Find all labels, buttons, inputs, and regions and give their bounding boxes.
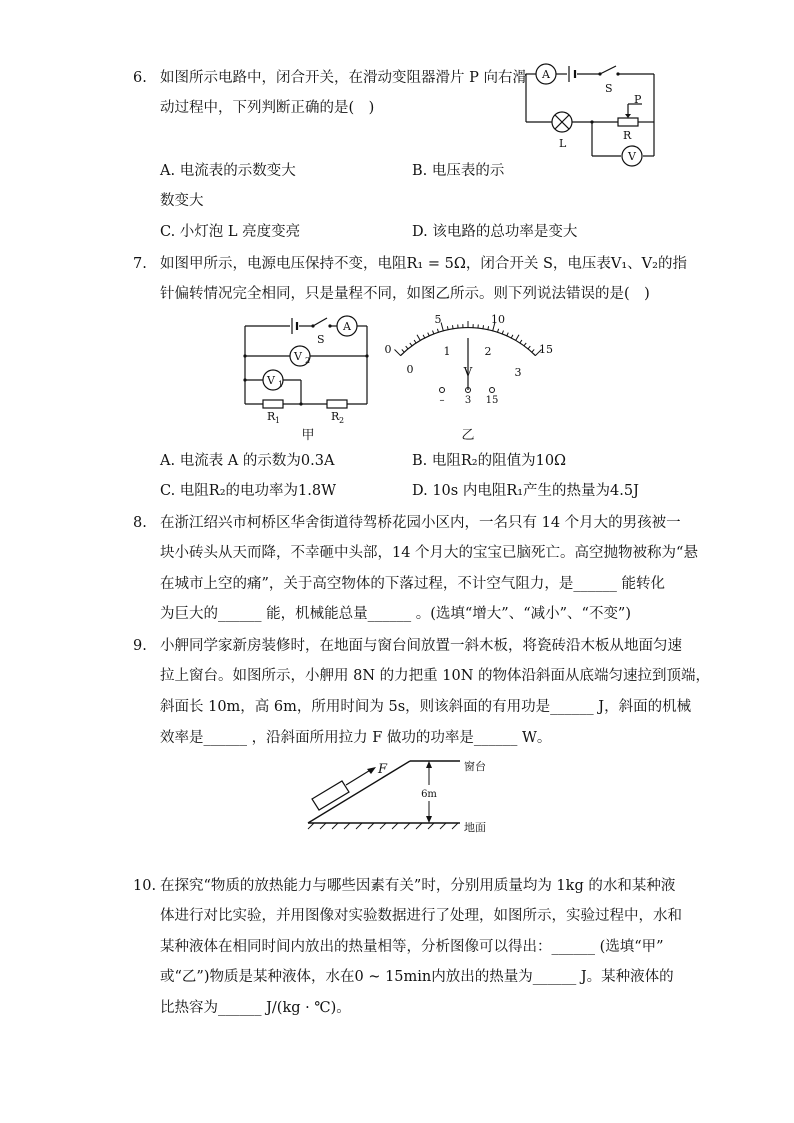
- q7-ammeter-label: A: [343, 320, 351, 333]
- q7-outer-tick-15: 15: [539, 343, 553, 356]
- q10-line2: 体进行对比实验，并用图像对实验数据进行了处理，如图所示，实验过程中，水和: [160, 908, 682, 924]
- q10-line1: 在探究“物质的放热能力与哪些因素有关”时，分别用质量均为 1kg 的水和某种液: [160, 878, 676, 894]
- q7-outer-tick-10: 10: [491, 313, 505, 326]
- q7-r2-label: R: [331, 410, 340, 423]
- q10-line4: 或“乙”)物质是某种液体，水在0 ~ 15min内放出的热量为______ J。某种液体的: [160, 969, 674, 985]
- q9-block: [312, 781, 349, 810]
- q6-stem-line2: 动过程中，下列判断正确的是( ): [160, 100, 375, 116]
- q7-stem-line1: 如图甲所示，电源电压保持不变，电阻R₁ = 5Ω，闭合开关 S，电压表V₁、V₂的指: [160, 256, 687, 272]
- q7-caption-yi: 乙: [461, 428, 475, 443]
- q7-inner-tick-2: 2: [484, 345, 492, 358]
- q7-inner-tick-1: 1: [443, 345, 451, 358]
- q7-ammeter: [337, 316, 357, 336]
- q6-option-c: C. 小灯泡 L 亮度变亮: [160, 224, 301, 240]
- q7-v2-label: V: [294, 350, 302, 363]
- q9-ground-hatch: [308, 823, 458, 829]
- q6-option-b: B. 电压表的示: [412, 163, 505, 179]
- q7-dial-tick: [395, 350, 401, 356]
- q9-force-arrow: [346, 769, 372, 785]
- q9-line3: 斜面长 10m，高 6m，所用时间为 5s，则该斜面的有用功是______ J，斜面的机械: [160, 699, 692, 715]
- q7-dial-tick: [417, 335, 421, 341]
- q7-voltmeter-v1: [263, 370, 283, 390]
- q8-line4: 为巨大的______ 能，机械能总量______ 。(选填“增大”、“减小”、“不变”): [160, 606, 632, 622]
- q6-switch-label: S: [605, 82, 613, 95]
- q7-inner-tick-3: 3: [514, 366, 522, 379]
- q6-lamp-label: L: [559, 137, 567, 150]
- q8-number: 8.: [133, 515, 147, 531]
- q7-dial-unit: V: [463, 365, 473, 379]
- q9-line1: 小舺同学家新房装修时，在地面与窗台间放置一斜木板，将瓷砖沿木板从地面匀速: [160, 638, 682, 654]
- q7-option-b: B. 电阻R₂的阻值为10Ω: [412, 453, 567, 469]
- q6-rheostat-label: R: [623, 129, 632, 142]
- q6-option-a: A. 电流表的示数变大: [160, 163, 296, 179]
- q7-terminal-3: 3: [464, 395, 472, 406]
- q6-voltmeter: [622, 146, 642, 166]
- q6-lamp-icon: [552, 112, 572, 132]
- q7-battery-icon: [292, 318, 297, 334]
- q7-switch-label: S: [317, 333, 325, 346]
- q9-bottom-label: 地面: [464, 821, 486, 834]
- q10-line3: 某种液体在相同时间内放出的热量相等，分析图像可以得出：______ (选填“甲”: [160, 939, 664, 955]
- q6-option-b-continued: 数变大: [160, 193, 204, 209]
- q6-battery-icon: [569, 66, 575, 82]
- q7-outer-tick-5: 5: [434, 313, 442, 326]
- q7-option-d: D. 10s 内电阻R₁产生的热量为4.5J: [412, 483, 639, 499]
- q7-dial-tick: [516, 335, 520, 341]
- q7-r1-label: R: [267, 410, 276, 423]
- q7-inner-tick-0: 0: [406, 363, 414, 376]
- q10-number: 10.: [133, 878, 157, 894]
- q7-voltmeter-dial-yi: [380, 310, 560, 446]
- q8-line3: 在城市上空的痛”，关于高空物体的下落过程，不计空气阻力，是______ 能转化: [160, 576, 666, 592]
- q7-v1-label: V: [267, 374, 275, 387]
- q8-line2: 块小砖头从天而降，不幸砸中头部，14 个月大的宝宝已脑死亡。高空抛物被称为“悬: [160, 545, 698, 561]
- q7-stem-line2: 针偏转情况完全相同，只是量程不同，如图乙所示。则下列说法错误的是( ): [160, 286, 650, 302]
- q9-incline-diagram: [300, 755, 510, 840]
- q6-ammeter-label: A: [542, 68, 550, 81]
- q6-slider-label: P: [634, 93, 642, 106]
- q9-force-label: F: [378, 762, 388, 777]
- q7-option-c: C. 电阻R₂的电功率为1.8W: [160, 483, 336, 499]
- q7-voltmeter-v2: [290, 346, 310, 366]
- q6-rheostat: [618, 118, 638, 126]
- q7-resistor-r1: [263, 400, 283, 408]
- q7-terminal-negative: –: [439, 395, 445, 406]
- q7-v2-subscript: 2: [305, 356, 311, 365]
- q7-option-a: A. 电流表 A 的示数为0.3A: [160, 453, 335, 469]
- q7-v1-subscript: 1: [278, 380, 284, 389]
- q6-ammeter: [536, 64, 556, 84]
- q9-height-label: 6m: [421, 789, 437, 800]
- q6-circuit-diagram: [520, 60, 660, 170]
- q9-line2: 拉上窗台。如图所示，小舺用 8N 的力把重 10N 的物体沿斜面从底端匀速拉到顶端，: [160, 668, 710, 684]
- q8-line1: 在浙江绍兴市柯桥区华舍街道待驾桥花园小区内，一名只有 14 个月大的男孩被一: [160, 515, 681, 531]
- q7-caption-jia: 甲: [301, 428, 315, 443]
- q6-stem-line1: 如图所示电路中，闭合开关，在滑动变阻器滑片 P 向右滑: [160, 70, 527, 86]
- q7-number: 7.: [133, 256, 147, 272]
- q7-terminal-15: 15: [485, 395, 499, 406]
- q10-line5: 比热容为______ J/(kg · ℃)。: [160, 1000, 351, 1016]
- q7-r1-subscript: 1: [275, 416, 281, 425]
- q9-number: 9.: [133, 638, 147, 654]
- q6-voltmeter-label: V: [628, 150, 636, 163]
- q6-number: 6.: [133, 70, 147, 86]
- q7-r2-subscript: 2: [339, 416, 345, 425]
- q7-circuit-jia: [235, 316, 375, 442]
- q9-top-label: 窗台: [464, 760, 486, 773]
- q7-resistor-r2: [327, 400, 347, 408]
- q9-line4: 效率是______ ，沿斜面所用拉力 F 做功的功率是______ W。: [160, 730, 552, 746]
- q7-outer-tick-0: 0: [384, 343, 392, 356]
- q6-option-d: D. 该电路的总功率是变大: [412, 224, 578, 240]
